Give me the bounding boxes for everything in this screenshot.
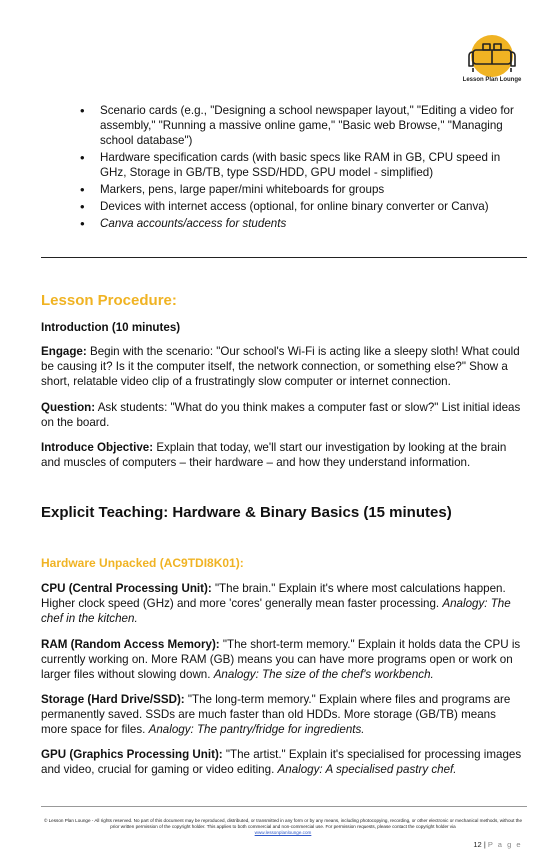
storage-label: Storage (Hard Drive/SSD): — [41, 693, 185, 706]
storage-text: "The long-term memory." Explain where files and programs are permanently saved. SSDs are much faster than old HDDs. More storage (GB/TB) means more space for files. — [41, 693, 511, 736]
objective-label: Introduce Objective: — [41, 441, 154, 454]
copyright-notice — [40, 818, 526, 836]
storage-paragraph — [41, 692, 523, 737]
materials-list — [80, 103, 520, 233]
ram-analogy: Analogy: The size of the chef's workbench. — [213, 668, 434, 681]
list-item: • Devices with internet access (optional, for online binary converter or Canva) — [80, 199, 520, 214]
lesson-procedure-heading: Lesson Procedure: — [41, 292, 177, 309]
page-number-value: 12 — [473, 840, 482, 849]
cpu-label: CPU (Central Processing Unit): — [41, 582, 212, 595]
objective-text: Explain that today, we'll start our investigation by looking at the brain and muscles of computers – their hardware – and how they understand information. — [41, 441, 507, 469]
gpu-analogy: Analogy: A specialised pastry chef. — [277, 763, 457, 776]
hardware-unpacked-heading: Hardware Unpacked (AC9TDI8K01): — [41, 556, 244, 570]
list-item: • Hardware specification cards (with basic specs like RAM in GB, CPU speed in GHz, Storage in GB/TB, type SSD/HDD, GPU model - simplified) — [80, 150, 520, 180]
ram-text: "The short-term memory." Explain it holds data the CPU is currently working on. More RAM (GB) means you can have more programs open or work on larger files without slowing down. — [41, 638, 521, 681]
explicit-teaching-heading: Explicit Teaching: Hardware & Binary Basics (15 minutes) — [41, 504, 452, 521]
objective-paragraph — [41, 440, 523, 470]
introduction-heading: Introduction (10 minutes) — [41, 321, 181, 334]
question-paragraph — [41, 400, 523, 430]
footer-divider — [41, 806, 527, 807]
gpu-text: "The artist." Explain it's specialised for processing images and video, crucial for gaming or video editing. — [41, 748, 522, 776]
storage-analogy: Analogy: The pantry/fridge for ingredients. — [148, 723, 365, 736]
page-label: P a g e — [487, 840, 522, 849]
engage-text: Begin with the scenario: "Our school's Wi-Fi is acting like a sleepy sloth! What could be causing it? Is it the computer itself, the network connection, or something else?" Show a short, relatable video clip of a frustratingly slow computer or internet connection. — [41, 345, 520, 388]
question-text: Ask students: "What do you think makes a computer fast or slow?" List initial ideas on the board. — [41, 401, 521, 429]
website-link[interactable]: www.lessonplanlounge.com — [254, 830, 312, 835]
list-item: • Canva accounts/access for students — [80, 216, 520, 231]
gpu-paragraph — [41, 747, 523, 777]
cpu-paragraph — [41, 581, 523, 626]
logo-text: Lesson Plan Lounge — [462, 77, 522, 83]
cpu-text: "The brain." Explain it's where most calculations happen. Higher clock speed (GHz) and more 'cores' generally mean faster processing. — [41, 582, 506, 610]
cpu-analogy: Analogy: The chef in the kitchen. — [41, 597, 511, 625]
gpu-label: GPU (Graphics Processing Unit): — [41, 748, 223, 761]
engage-paragraph — [41, 344, 523, 389]
ram-label: RAM (Random Access Memory): — [41, 638, 220, 651]
section-divider — [41, 257, 527, 258]
ram-paragraph — [41, 637, 523, 682]
page-number: 12 | P a g e — [473, 840, 522, 849]
list-item: • Markers, pens, large paper/mini whiteboards for groups — [80, 182, 520, 197]
copyright-text: © Lesson Plan Lounge - All rights reserved. No part of this document may be reproduced, distributed, or transmitted in any form or by any means, including photocopying, recording, or other electronic or mechanical methods, without the prior written permission of the copyright holder. This applies to both commercial and non-commercial use. For permission requests, please contact the copyright holder via — [43, 818, 523, 829]
question-label: Question: — [41, 401, 96, 414]
engage-label: Engage: — [41, 345, 87, 358]
list-item: • Scenario cards (e.g., "Designing a school newspaper layout," "Editing a video for assembly," "Running a massive online game," "Basic web Browse," "Managing school database") — [80, 103, 520, 148]
